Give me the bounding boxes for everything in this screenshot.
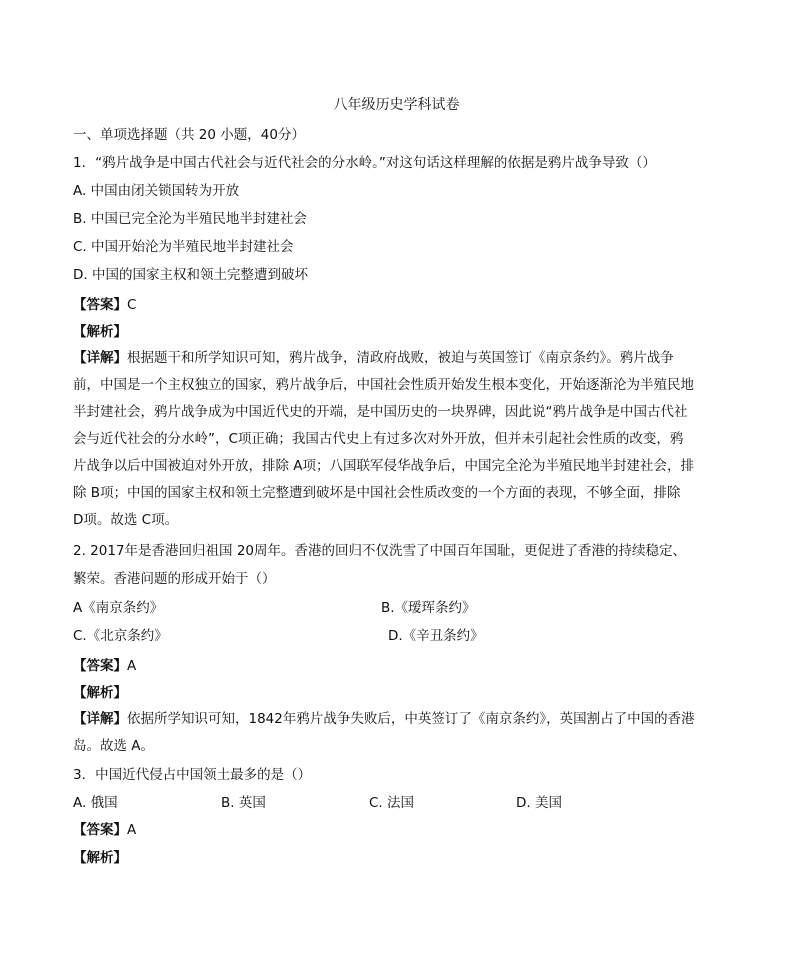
q3-option-b: B. 英国 [221,795,266,811]
q1-analysis-label: 【解析】 [73,324,127,340]
detail-text: 根据题干和所学知识可知，鸦片战争，清政府战败，被迫与英国签订《南京条约》。鸦片战争前，中国是一个主权独立的国家，鸦片战争后，中国社会性质开始发生根本变化，开始逐渐沦为半殖民地半封建社会，鸦片战争成为中国近代史的开端，是中国历史的一块界碑，因此说“鸦片战争是中国古代社会与近代社会的分水岭”，C项正确；我国古代史上有过多次对外开放，但并未引起社会性质的改变，鸦片战争以后中国被迫对外开放，排除 A项；八国联军侵华战争后，中国完全沦为半殖民地半封建社会，排除 B项；中国的国家主权和领土完整遭到破坏是中国社会性质改变的一个方面的表现，不够全面，排除 D项。故选 C项。 [73,350,695,528]
q3-option-d: D. 美国 [516,795,562,811]
q3-option-c: C. 法国 [369,795,415,811]
q1-stem: 1．“鸦片战争是中国古代社会与近代社会的分水岭。”对这句话这样理解的依据是鸦片战争导致（） [73,155,656,171]
answer-value: C [127,297,137,313]
q1-option-b: B. 中国已完全沦为半殖民地半封建社会 [73,211,307,227]
q2-option-c: C.《北京条约》 [73,628,168,644]
q1-answer [73,295,136,315]
q2-detail: 【详解】依据所学知识可知，1842年鸦片战争失败后，中英签订了《南京条约》，英国割占了中国的香港岛。故选 A。 [73,711,695,754]
q2-analysis-label: 【解析】 [73,685,127,701]
q2-option-d: D.《辛丑条约》 [388,628,484,644]
q3-analysis-label: 【解析】 [73,850,127,866]
detail-label: 【详解】 [73,350,127,366]
q2-option-b: B.《瑷珲条约》 [381,600,476,616]
q2-stem: 2. 2017年是香港回归祖国 20周年。香港的回归不仅洗雪了中国百年国耻，更促进了香港的持续稳定、繁荣。香港问题的形成开始于（） [73,543,686,587]
q1-option-a: A. 中国由闭关锁国转为开放 [73,183,240,199]
q3-answer: 【答案】A [73,822,137,838]
q1-option-c: C. 中国开始沦为半殖民地半封建社会 [73,239,294,255]
q1-option-d: D. 中国的国家主权和领土完整遭到破坏 [73,267,308,283]
q1-detail [73,345,695,534]
q3-stem: 3．中国近代侵占中国领土最多的是（） [73,767,312,783]
q3-option-a: A. 俄国 [73,795,118,811]
answer-label: 【答案】 [73,297,127,313]
q2-option-a: A《南京条约》 [73,600,164,616]
section-heading: 一、单项选择题（共 20 小题，40分） [73,127,305,143]
q2-answer: 【答案】A [73,658,137,674]
exam-title: 八年级历史学科试卷 [333,97,460,113]
